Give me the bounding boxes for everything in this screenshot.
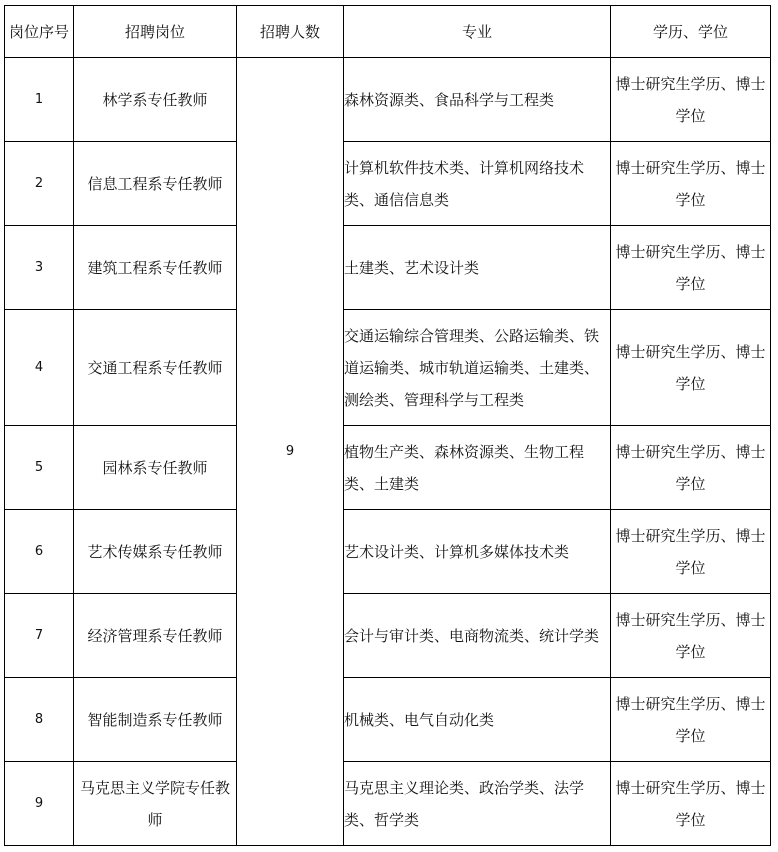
row-post-text: 经济管理系专任教师 [87,626,223,645]
table-row [5,426,771,510]
row-post [74,510,237,594]
row-major: 艺术设计类、计算机多媒体技术类 [344,510,611,594]
row-post [74,142,237,226]
table-row [5,510,771,594]
row-degree-text: 博士研究生学历、博士学位 [615,610,766,661]
row-degree-text: 博士研究生学历、博士学位 [615,158,766,209]
row-major: 交通运输综合管理类、公路运输类、铁道运输类、城市轨道运输类、土建类、测绘类、管理科学与工程类 [344,310,611,426]
table-row [5,594,771,678]
row-degree [611,310,771,426]
row-degree-text: 博士研究生学历、博士学位 [615,342,766,393]
table-row [5,142,771,226]
row-major: 土建类、艺术设计类 [344,226,611,310]
table-row [5,762,771,846]
row-major: 会计与审计类、电商物流类、统计学类 [344,594,611,678]
row-degree-text: 博士研究生学历、博士学位 [615,778,766,829]
row-index: 3 [5,226,74,310]
row-degree-text: 博士研究生学历、博士学位 [615,442,766,493]
table-header-row [5,6,771,58]
row-post-text: 信息工程系专任教师 [87,174,223,193]
row-post [74,226,237,310]
row-degree [611,762,771,846]
table-row [5,58,771,142]
row-post [74,426,237,510]
row-index: 2 [5,142,74,226]
row-degree [611,510,771,594]
row-post-text: 智能制造系专任教师 [87,710,223,729]
row-degree [611,226,771,310]
table-row [5,310,771,426]
row-degree-text: 博士研究生学历、博士学位 [615,526,766,577]
row-degree-text: 博士研究生学历、博士学位 [615,74,766,125]
row-post-text: 园林系专任教师 [102,458,208,477]
table-row [5,226,771,310]
row-index: 1 [5,58,74,142]
header-post: 招聘岗位 [74,6,237,58]
row-major: 森林资源类、食品科学与工程类 [344,58,611,142]
row-index: 5 [5,426,74,510]
row-post [74,310,237,426]
row-major: 计算机软件技术类、计算机网络技术类、通信信息类 [344,142,611,226]
row-index: 7 [5,594,74,678]
row-post-text: 艺术传媒系专任教师 [87,542,223,561]
header-index: 岗位序号 [5,6,74,58]
row-index: 8 [5,678,74,762]
row-degree-text: 博士研究生学历、博士学位 [615,694,766,745]
recruitment-table [4,5,771,846]
row-post [74,58,237,142]
row-index: 4 [5,310,74,426]
recruit-count-cell: 9 [237,58,344,846]
row-degree [611,594,771,678]
header-count: 招聘人数 [237,6,344,58]
header-degree: 学历、学位 [611,6,771,58]
row-post [74,594,237,678]
table-row [5,678,771,762]
row-major: 马克思主义理论类、政治学类、法学类、哲学类 [344,762,611,846]
row-degree-text: 博士研究生学历、博士学位 [615,242,766,293]
row-index: 9 [5,762,74,846]
row-degree [611,142,771,226]
row-degree [611,58,771,142]
header-major: 专业 [344,6,611,58]
row-post-text: 马克思主义学院专任教师 [80,778,231,829]
row-post-text: 建筑工程系专任教师 [87,258,223,277]
row-major: 机械类、电气自动化类 [344,678,611,762]
row-degree [611,678,771,762]
row-index: 6 [5,510,74,594]
row-post [74,762,237,846]
row-post [74,678,237,762]
row-post-text: 交通工程系专任教师 [87,358,223,377]
row-post-text: 林学系专任教师 [102,90,208,109]
row-major: 植物生产类、森林资源类、生物工程类、土建类 [344,426,611,510]
row-degree [611,426,771,510]
